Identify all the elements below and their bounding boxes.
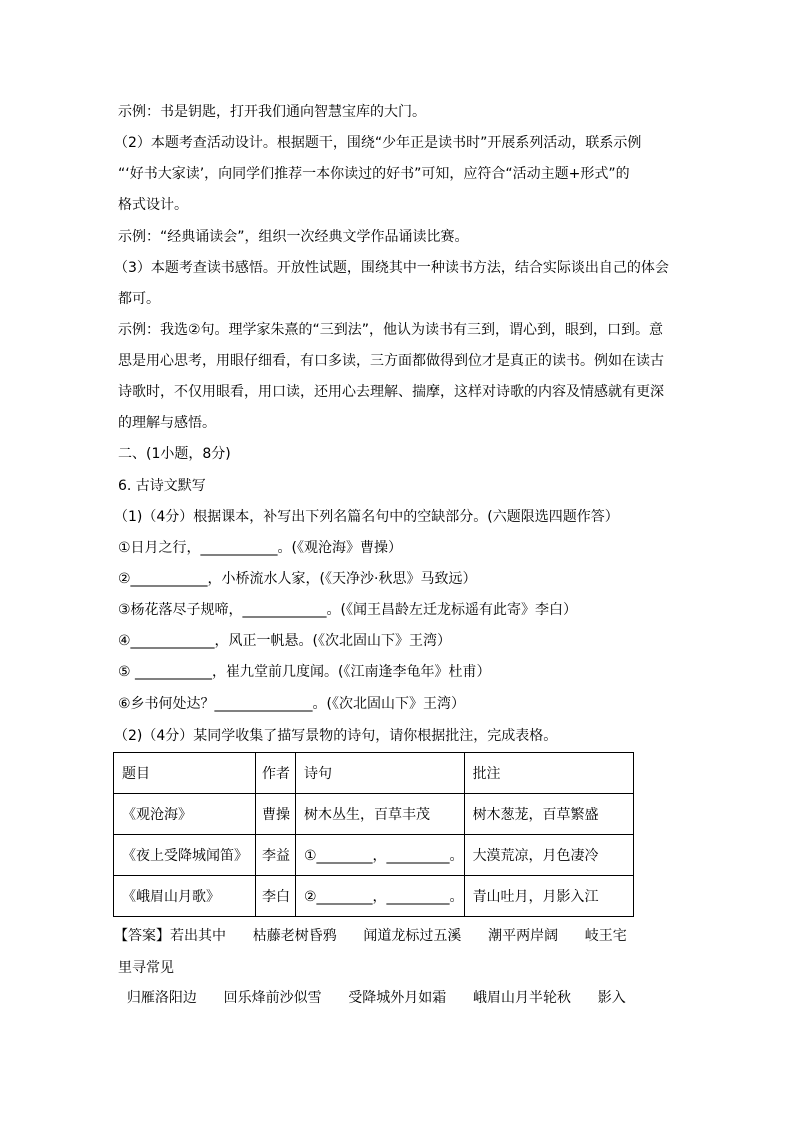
answer-line: 里寻常见 [118, 960, 174, 976]
paragraph: 诗歌时，不仅用眼看，用口读，还用心去理解、揣摩，这样对诗歌的内容及情感就有更深 [118, 384, 664, 400]
table-cell: ②________，_________。 [296, 876, 465, 917]
fill-blank-item: ②___________，小桥流水人家，(《天净沙·秋思》马致远） [118, 571, 477, 587]
paragraph: “‘好书大家读’，向同学们推荐一本你读过的好书”可知，应符合“活动主题+形式”的 [118, 166, 630, 182]
table-row [114, 794, 634, 835]
table-cell: 李益 [256, 835, 296, 876]
paragraph: 都可。 [118, 291, 160, 307]
table-row [114, 835, 634, 876]
table-header: 作者 [256, 753, 296, 794]
table-cell: 李白 [256, 876, 296, 917]
answer-line: 【答案】若出其中 枯藤老树昏鸦 闻道龙标过五溪 潮平两岸阔 岐王宅 [114, 928, 627, 944]
fill-blank-item: ③杨花落尽子规啼，____________。(《闻王昌龄左迁龙标遥有此寄》李白） [118, 602, 578, 618]
table-cell: ①________，_________。 [296, 835, 465, 876]
table-row [114, 876, 634, 917]
question-title: 6. 古诗文默写 [118, 478, 206, 494]
paragraph: 示例：书是钥匙，打开我们通向智慧宝库的大门。 [118, 104, 426, 120]
table-cell: 《夜上受降城闻笛》 [114, 835, 256, 876]
table-cell: 树木葱茏，百草繁盛 [464, 794, 633, 835]
paragraph: （3）本题考查读书感悟。开放性试题，围绕其中一种读书方法，结合实际谈出自己的体会 [114, 260, 669, 276]
paragraph: （1)（4分）根据课本，补写出下列名篇名句中的空缺部分。(六题限选四题作答） [114, 509, 619, 525]
fill-blank-item: ⑤ ___________，崔九堂前几度闻。(《江南逢李龟年》杜甫） [118, 664, 491, 680]
table-cell: 青山吐月，月影入江 [464, 876, 633, 917]
fill-blank-item: ⑥乡书何处达？______________。(《次北固山下》王湾） [118, 696, 466, 712]
paragraph: 示例：“经典诵读会”，组织一次经典文学作品诵读比赛。 [118, 229, 469, 245]
fill-blank-item: ①日月之行，___________。(《观沧海》曹操） [118, 540, 403, 556]
table-cell: 大漠荒凉，月色凄冷 [464, 835, 633, 876]
poem-table [113, 752, 634, 917]
paragraph: 思是用心思考，用眼仔细看，有口多读，三方面都做得到位才是真正的读书。例如在读古 [118, 353, 664, 369]
table-header: 批注 [464, 753, 633, 794]
paragraph: 格式设计。 [118, 197, 188, 213]
table-cell: 《观沧海》 [114, 794, 256, 835]
table-header: 题目 [114, 753, 256, 794]
fill-blank-item: ④____________，风正一帆悬。(《次北固山下》王湾） [118, 633, 452, 649]
table-cell: 曹操 [256, 794, 296, 835]
paragraph: 示例：我选②句。理学家朱熹的“三到法”，他认为读书有三到，谓心到，眼到，口到。意 [118, 322, 664, 338]
table-cell: 树木丛生，百草丰茂 [296, 794, 465, 835]
section-heading: 二、(1小题，8分) [118, 446, 231, 462]
answer-line: 归雁洛阳边 回乐烽前沙似雪 受降城外月如霜 峨眉山月半轮秋 影入 [118, 990, 626, 1006]
paragraph: （2)（4分）某同学收集了描写景物的诗句，请你根据批注，完成表格。 [114, 728, 558, 744]
paragraph: 的理解与感悟。 [118, 415, 216, 431]
table-cell: 《峨眉山月歌》 [114, 876, 256, 917]
table-header-row [114, 753, 634, 794]
paragraph: （2）本题考查活动设计。根据题干，围绕“少年正是读书时”开展系列活动，联系示例 [114, 135, 642, 151]
table-header: 诗句 [296, 753, 465, 794]
